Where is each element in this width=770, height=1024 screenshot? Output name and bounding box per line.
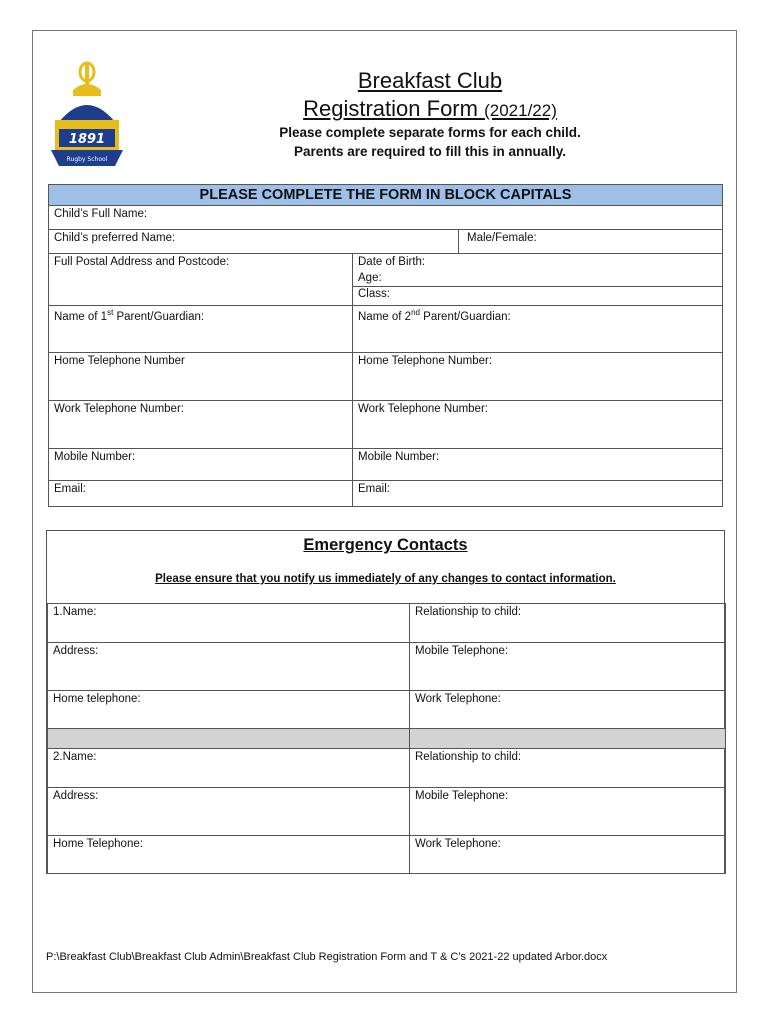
form-subtitle-text: Registration Form [303,96,478,121]
school-crest-logo [49,60,125,170]
contact1-work-tel-field[interactable]: Work Telephone: [410,691,726,729]
parent1-label-post: Parent/Guardian: [113,310,205,323]
childs-preferred-name-field[interactable]: Child’s preferred Name: [49,230,459,254]
contact1-relationship-field[interactable]: Relationship to child: [410,604,726,643]
contact2-home-tel-field[interactable]: Home Telephone: [48,836,410,874]
emergency-contacts-table [47,603,726,874]
registration-table [48,184,723,507]
parent2-home-tel-field[interactable]: Home Telephone Number: [353,352,723,400]
parent1-name-field[interactable] [49,305,353,352]
block-capitals-banner: PLEASE COMPLETE THE FORM IN BLOCK CAPITALS [49,185,723,206]
age-field[interactable]: Age: [358,271,382,284]
contact1-name-field[interactable]: 1.Name: [48,604,410,643]
contact1-mobile-field[interactable]: Mobile Telephone: [410,643,726,691]
logo-caption-text: Rugby School [66,156,108,163]
emergency-contacts-title: Emergency Contacts [303,536,468,554]
parent2-name-field[interactable] [353,305,723,352]
contact1-address-field[interactable]: Address: [48,643,410,691]
parent2-mobile-field[interactable]: Mobile Number: [353,448,723,480]
contact1-home-tel-field[interactable]: Home telephone: [48,691,410,729]
parent1-mobile-field[interactable]: Mobile Number: [49,448,353,480]
separator-row [48,729,726,749]
parent1-work-tel-field[interactable]: Work Telephone Number: [49,400,353,448]
contact2-name-field[interactable]: 2.Name: [48,749,410,788]
dob-age-class-cell [353,254,723,306]
parent2-work-tel-field[interactable]: Work Telephone Number: [353,400,723,448]
parent2-label-pre: Name of 2 [358,310,412,323]
file-path-footer: P:\Breakfast Club\Breakfast Club Admin\Breakfast Club Registration Form and T & C’s 2021-22 updated Arbor.docx [46,951,608,963]
parent2-label-post: Parent/Guardian: [419,310,511,323]
parent1-label-sup: st [107,307,114,317]
instruction-line-1: Please complete separate forms for each child. [279,125,581,140]
form-year: (2021/22) [484,101,557,120]
childs-full-name-field[interactable]: Child’s Full Name: [49,206,723,230]
parent1-home-tel-field[interactable]: Home Telephone Number [49,352,353,400]
contact2-mobile-field[interactable]: Mobile Telephone: [410,788,726,836]
form-subtitle [160,96,700,122]
parent2-label-sup: nd [411,307,420,317]
logo-year-text: 1891 [68,132,106,147]
instruction-line-2: Parents are required to fill this in annually. [293,144,567,159]
postal-address-field[interactable]: Full Postal Address and Postcode: [49,254,353,306]
contact2-work-tel-field[interactable]: Work Telephone: [410,836,726,874]
class-field[interactable]: Class: [353,286,722,303]
contact2-address-field[interactable]: Address: [48,788,410,836]
form-title: Breakfast Club [357,68,503,93]
male-female-field[interactable]: Male/Female: [459,230,723,254]
contact2-relationship-field[interactable]: Relationship to child: [410,749,726,788]
emergency-contacts-notice: Please ensure that you notify us immediately of any changes to contact information. [155,573,616,585]
parent1-email-field[interactable]: Email: [49,480,353,506]
parent2-email-field[interactable]: Email: [353,480,723,506]
parent1-label-pre: Name of 1 [54,310,108,323]
dob-field[interactable]: Date of Birth: [358,256,426,268]
